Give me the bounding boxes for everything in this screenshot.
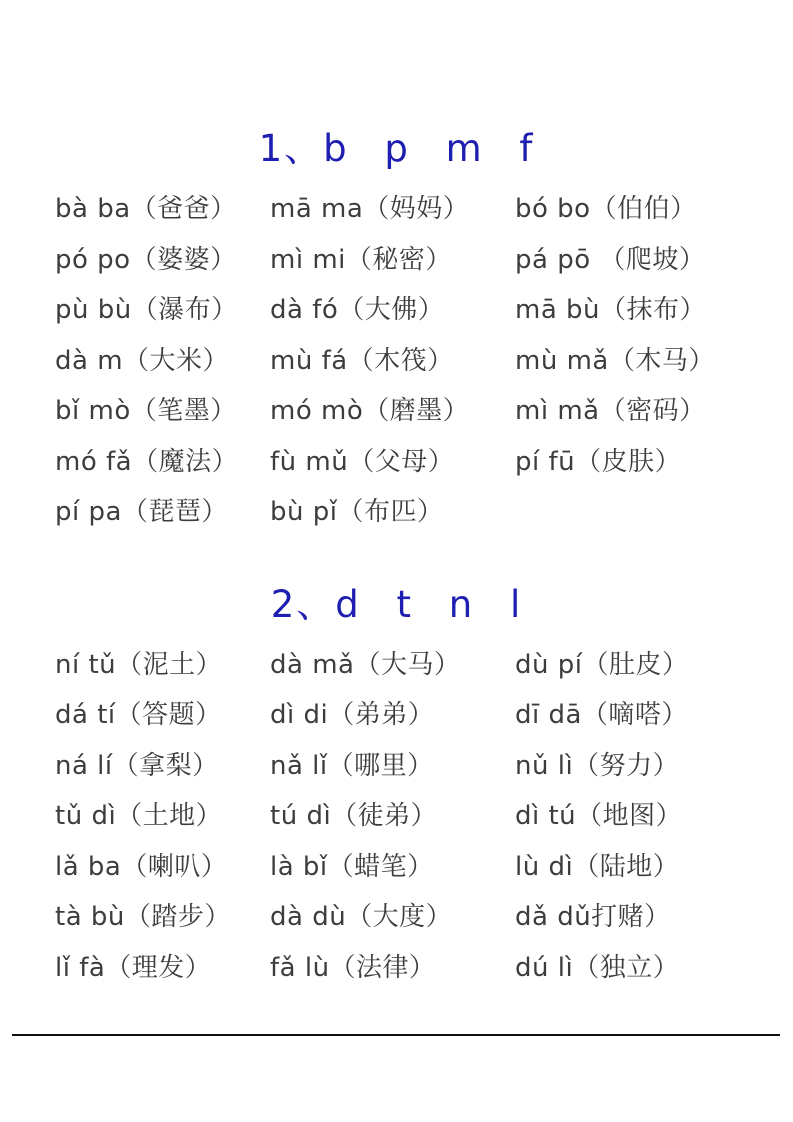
word-item: pó po（婆婆） — [55, 244, 237, 275]
word-item: là bǐ（蜡笔） — [270, 851, 434, 882]
word-item: mì mi（秘密） — [270, 244, 452, 275]
word-item: bù pǐ（布匹） — [270, 497, 444, 527]
word-item: dī dā（嘀嗒） — [515, 700, 688, 730]
word-item: mì mǎ（密码） — [515, 396, 706, 426]
word-grid — [0, 184, 793, 538]
word-item: dǎ dǔ打赌） — [515, 902, 671, 932]
word-item: pá pō （爬坡） — [515, 244, 706, 275]
word-item: mù mǎ（木马） — [515, 345, 715, 376]
word-item: nǔ lì（努力） — [515, 750, 680, 781]
word-item: pí fū（皮肤） — [515, 446, 682, 477]
word-item: dà dù（大度） — [270, 902, 453, 932]
word-item: mó fǎ（魔法） — [55, 446, 239, 477]
word-item: dà fó（大佛） — [270, 295, 445, 325]
empty-cell — [515, 487, 783, 538]
word-item: dà m（大米） — [55, 345, 230, 376]
word-item: bó bo（伯伯） — [515, 194, 697, 224]
word-item: dì di（弟弟） — [270, 700, 435, 730]
word-item: nǎ lǐ（哪里） — [270, 750, 434, 781]
section-2 — [0, 584, 793, 994]
word-item: ná lí（拿梨） — [55, 750, 219, 781]
word-item: mù fá（木筏） — [270, 345, 454, 376]
word-item: tà bù（踏步） — [55, 902, 231, 932]
section-title: 2、d t n l — [270, 582, 523, 626]
word-item: tǔ dì（土地） — [55, 801, 223, 831]
word-item: lǐ fà（理发） — [55, 952, 212, 983]
word-item: lǎ ba（喇叭） — [55, 851, 228, 882]
word-item: bà ba（爸爸） — [55, 194, 237, 224]
word-item: dá tí（答题） — [55, 700, 222, 730]
word-item: dì tú（地图） — [515, 801, 683, 831]
word-item: pí pa（琵琶） — [55, 497, 228, 527]
word-item: fù mǔ（父母） — [270, 446, 455, 477]
footer-divider — [12, 1034, 780, 1036]
section-1 — [0, 128, 793, 538]
word-item: tú dì（徒弟） — [270, 801, 438, 831]
word-item: lù dì（陆地） — [515, 851, 680, 882]
word-item: dú lì（独立） — [515, 952, 680, 983]
word-item: ní tǔ（泥土） — [55, 649, 223, 680]
section-title: 1、b p m f — [258, 127, 535, 170]
word-item: dà mǎ（大马） — [270, 649, 461, 680]
word-item: pù bù（瀑布） — [55, 295, 238, 325]
word-item: mā bù（抹布） — [515, 295, 707, 325]
word-grid — [0, 640, 793, 994]
word-item: dù pí（肚皮） — [515, 649, 689, 680]
word-item: mā ma（妈妈） — [270, 194, 470, 224]
word-item: bǐ mò（笔墨） — [55, 396, 237, 426]
sections-container — [0, 128, 793, 993]
word-item: fǎ lù（法律） — [270, 952, 436, 983]
word-item: mó mò（磨墨） — [270, 396, 470, 426]
